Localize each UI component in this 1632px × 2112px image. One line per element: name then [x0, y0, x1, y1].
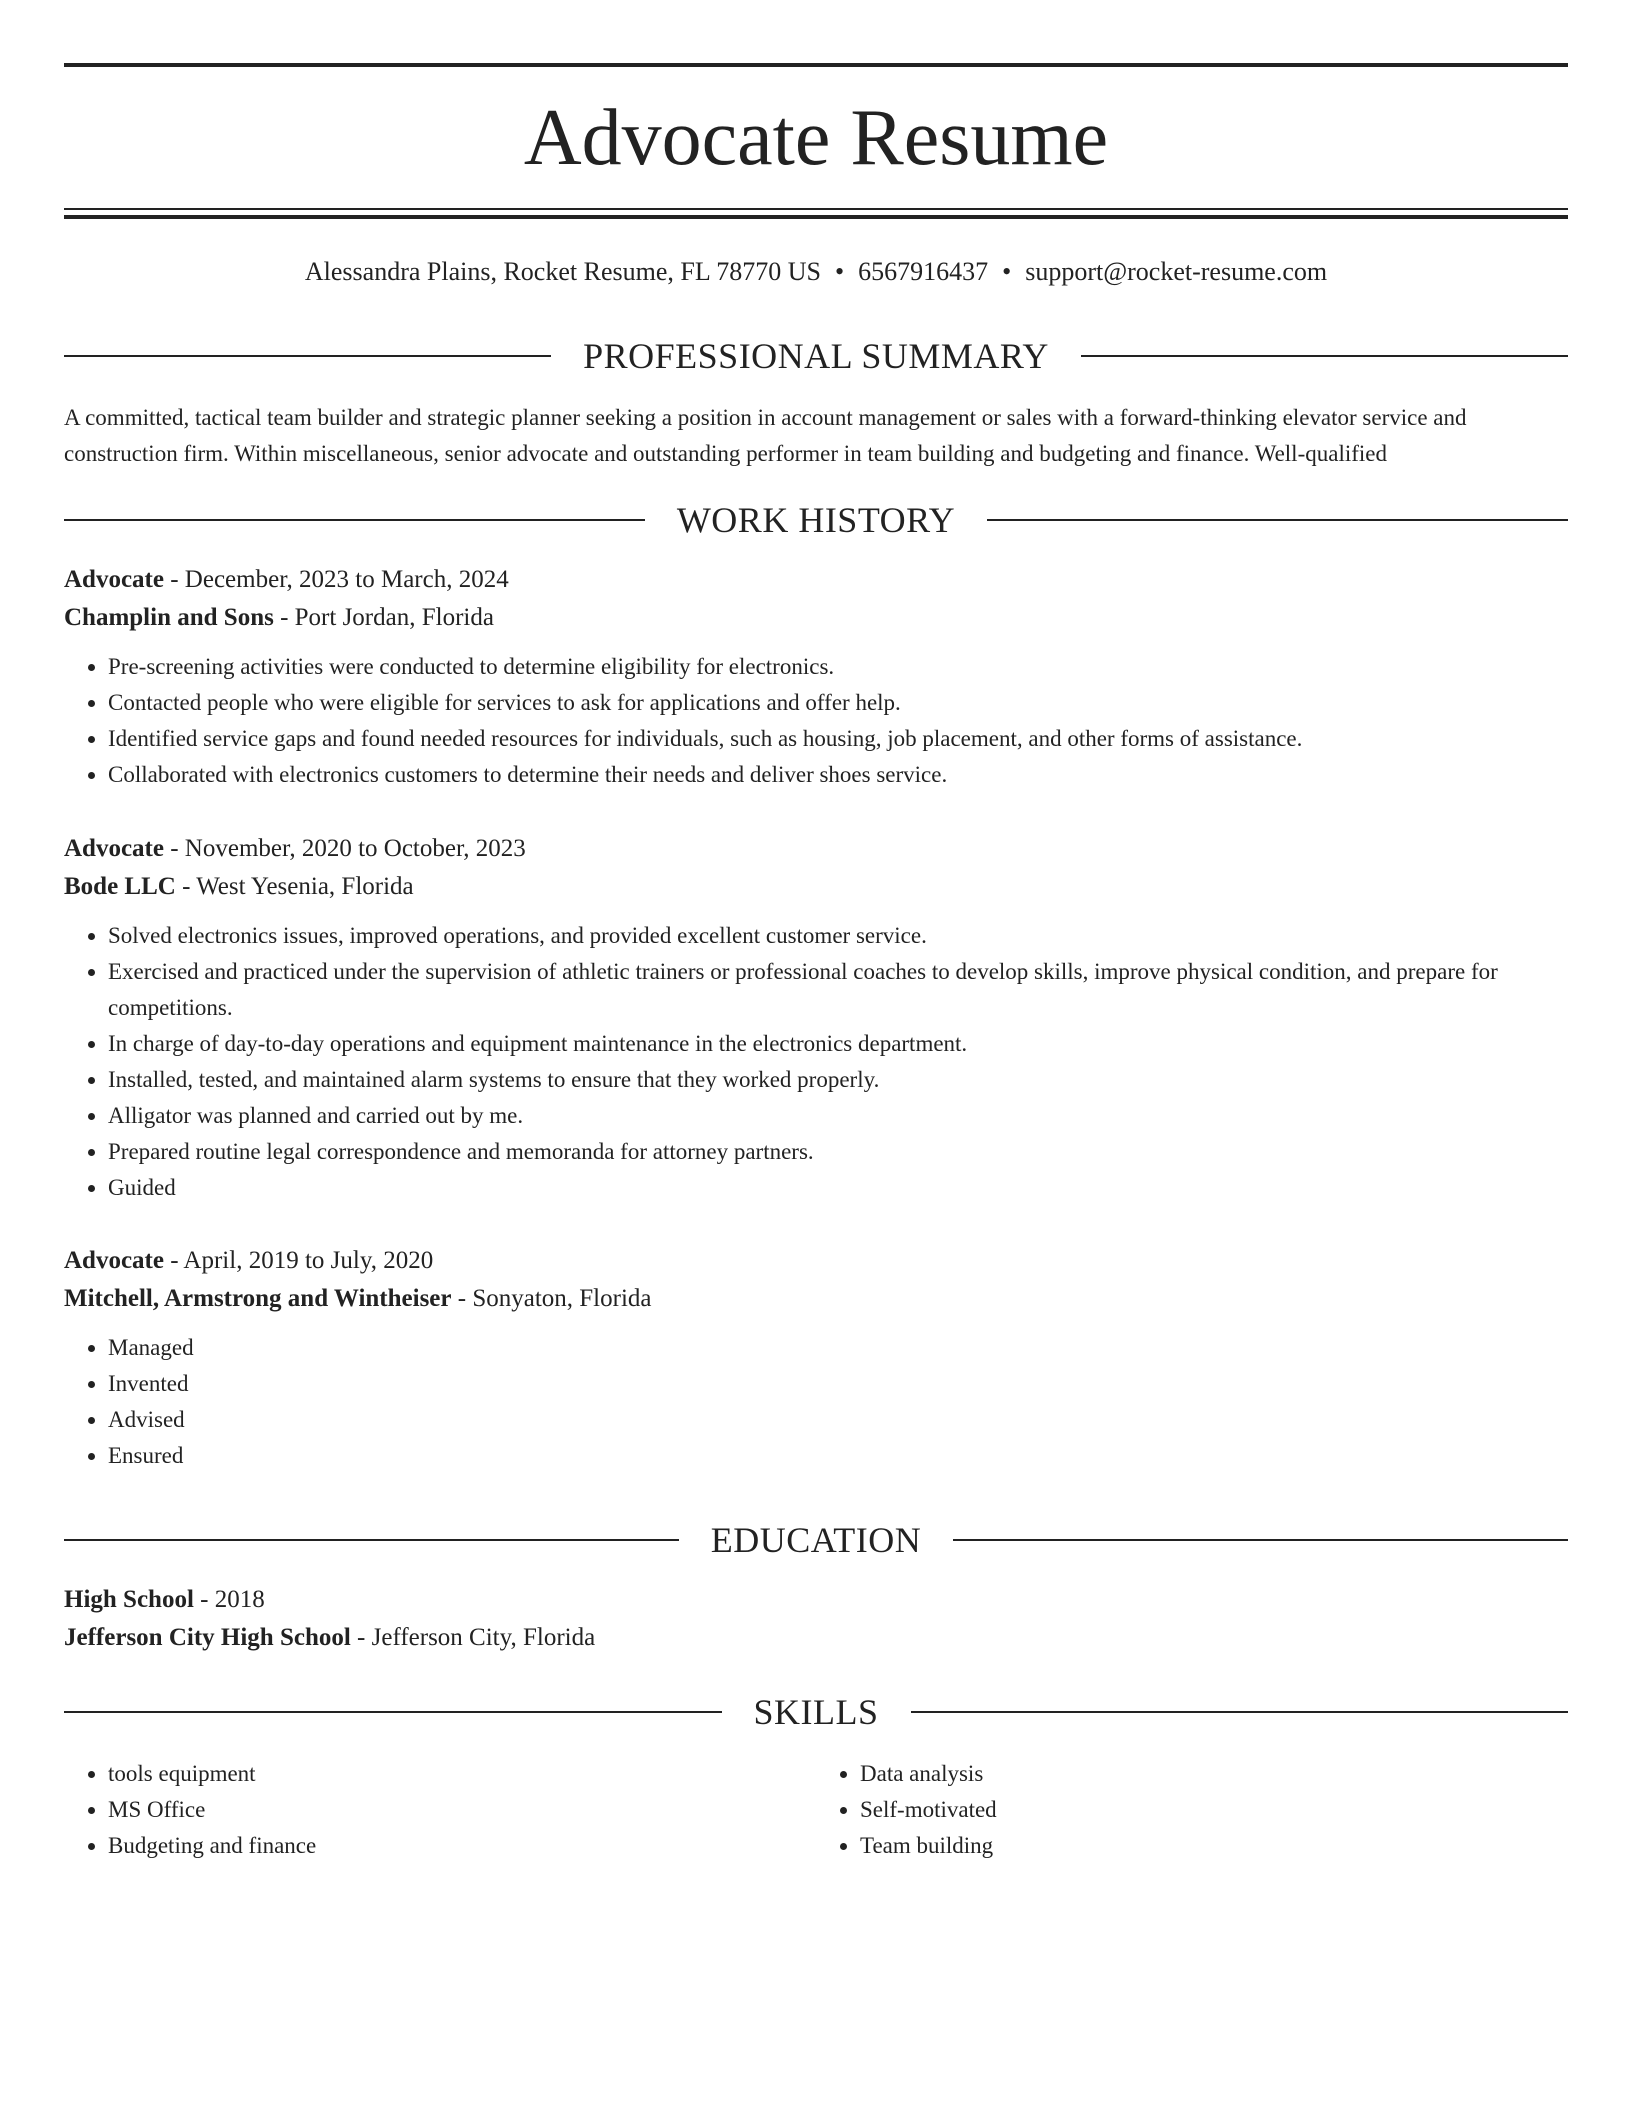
job-bullet: • Contacted people who were eligible for services to ask for applications and offer help. — [108, 685, 1568, 721]
job-bullet: • In charge of day-to-day operations and equipment maintenance in the electronics department. — [108, 1026, 1568, 1062]
resume-title: Advocate Resume — [523, 94, 1109, 182]
education-entry — [64, 1581, 1568, 1657]
skill-item: • Team building — [860, 1828, 1568, 1864]
contact-line — [64, 254, 1568, 290]
skill-item: • Data analysis — [860, 1756, 1568, 1792]
section-header-skills — [64, 1692, 1568, 1732]
job-bullet: • Advised — [108, 1402, 1568, 1438]
skill-item: • tools equipment — [108, 1756, 816, 1792]
section-title-work: WORK HISTORY — [676, 500, 956, 540]
skills-columns — [64, 1756, 1568, 1864]
section-header-work — [64, 500, 1568, 540]
job-bullet: • Invented — [108, 1366, 1568, 1402]
divider-line — [64, 1539, 679, 1541]
contact-separator: • — [1002, 257, 1012, 286]
education-year: - 2018 — [193, 1586, 265, 1613]
divider-line — [911, 1711, 1569, 1713]
job-bullet: • Ensured — [108, 1438, 1568, 1474]
job-bullet: • Managed — [108, 1330, 1568, 1366]
education-location: - Jefferson City, Florida — [350, 1624, 596, 1651]
job-bullet: • Guided — [108, 1170, 1568, 1206]
job-location: - West Yesenia, Florida — [175, 873, 414, 900]
job-bullet: • Exercised and practiced under the supervision of athletic trainers or professional coaches to develop skills, improve physical condition, and prepare for competitions. — [108, 954, 1568, 1026]
job-title: Advocate — [64, 566, 164, 593]
job-bullet: • Solved electronics issues, improved operations, and provided excellent customer service. — [108, 918, 1568, 954]
divider-line — [64, 1711, 722, 1713]
contact-email[interactable]: support@rocket-resume.com — [1025, 257, 1328, 286]
divider-line — [1081, 355, 1568, 357]
section-header-summary — [64, 336, 1568, 376]
job-bullet: • Alligator was planned and carried out by me. — [108, 1098, 1568, 1134]
job-entry — [64, 1242, 1568, 1474]
skill-item: • Budgeting and finance — [108, 1828, 816, 1864]
job-location: - Port Jordan, Florida — [273, 604, 494, 631]
skill-item: • Self-motivated — [860, 1792, 1568, 1828]
divider-line — [987, 519, 1568, 521]
job-company: Mitchell, Armstrong and Wintheiser — [64, 1285, 452, 1312]
skills-list-right — [816, 1756, 1568, 1864]
education-degree: High School — [64, 1586, 194, 1613]
skills-list-left — [64, 1756, 816, 1864]
divider-line — [953, 1539, 1568, 1541]
education-school: Jefferson City High School — [64, 1624, 351, 1651]
job-company: Bode LLC — [64, 873, 176, 900]
job-dates: - December, 2023 to March, 2024 — [163, 566, 509, 593]
summary-text: A committed, tactical team builder and strategic planner seeking a position in account management or sales with a forward-thinking elevator service and construction firm. Within miscellaneous, senior advocate and outstanding performer in team building and budgeting and finance. Well-qualified — [64, 405, 1467, 466]
contact-phone[interactable]: 6567916437 — [858, 257, 989, 286]
job-dates: - April, 2019 to July, 2020 — [163, 1247, 434, 1274]
job-bullet: • Identified service gaps and found needed resources for individuals, such as housing, job placement, and other forms of assistance. — [108, 721, 1568, 757]
contact-address: Alessandra Plains, Rocket Resume, FL 78770 US — [304, 257, 821, 286]
job-dates: - November, 2020 to October, 2023 — [163, 835, 526, 862]
job-bullet: • Collaborated with electronics customers to determine their needs and deliver shoes service. — [108, 757, 1568, 793]
job-entry — [64, 830, 1568, 1206]
job-bullets — [64, 649, 1568, 793]
section-title-education: EDUCATION — [710, 1520, 922, 1560]
job-title: Advocate — [64, 835, 164, 862]
section-header-education — [64, 1520, 1568, 1560]
skill-item: • MS Office — [108, 1792, 816, 1828]
top-rule — [64, 63, 1568, 67]
title-double-rule — [64, 208, 1568, 220]
job-bullet: • Installed, tested, and maintained alarm systems to ensure that they worked properly. — [108, 1062, 1568, 1098]
job-bullets — [64, 1330, 1568, 1474]
job-title: Advocate — [64, 1247, 164, 1274]
job-company: Champlin and Sons — [64, 604, 274, 631]
job-location: - Sonyaton, Florida — [451, 1285, 652, 1312]
divider-line — [64, 519, 645, 521]
section-title-skills: SKILLS — [753, 1692, 879, 1732]
section-title-summary: PROFESSIONAL SUMMARY — [583, 336, 1049, 376]
contact-separator: • — [834, 257, 845, 286]
job-bullet: • Prepared routine legal correspondence and memoranda for attorney partners. — [108, 1134, 1568, 1170]
divider-line — [64, 355, 551, 357]
job-bullet: • Pre-screening activities were conducted to determine eligibility for electronics. — [108, 649, 1568, 685]
job-bullets — [64, 918, 1568, 1206]
job-entry — [64, 561, 1568, 793]
